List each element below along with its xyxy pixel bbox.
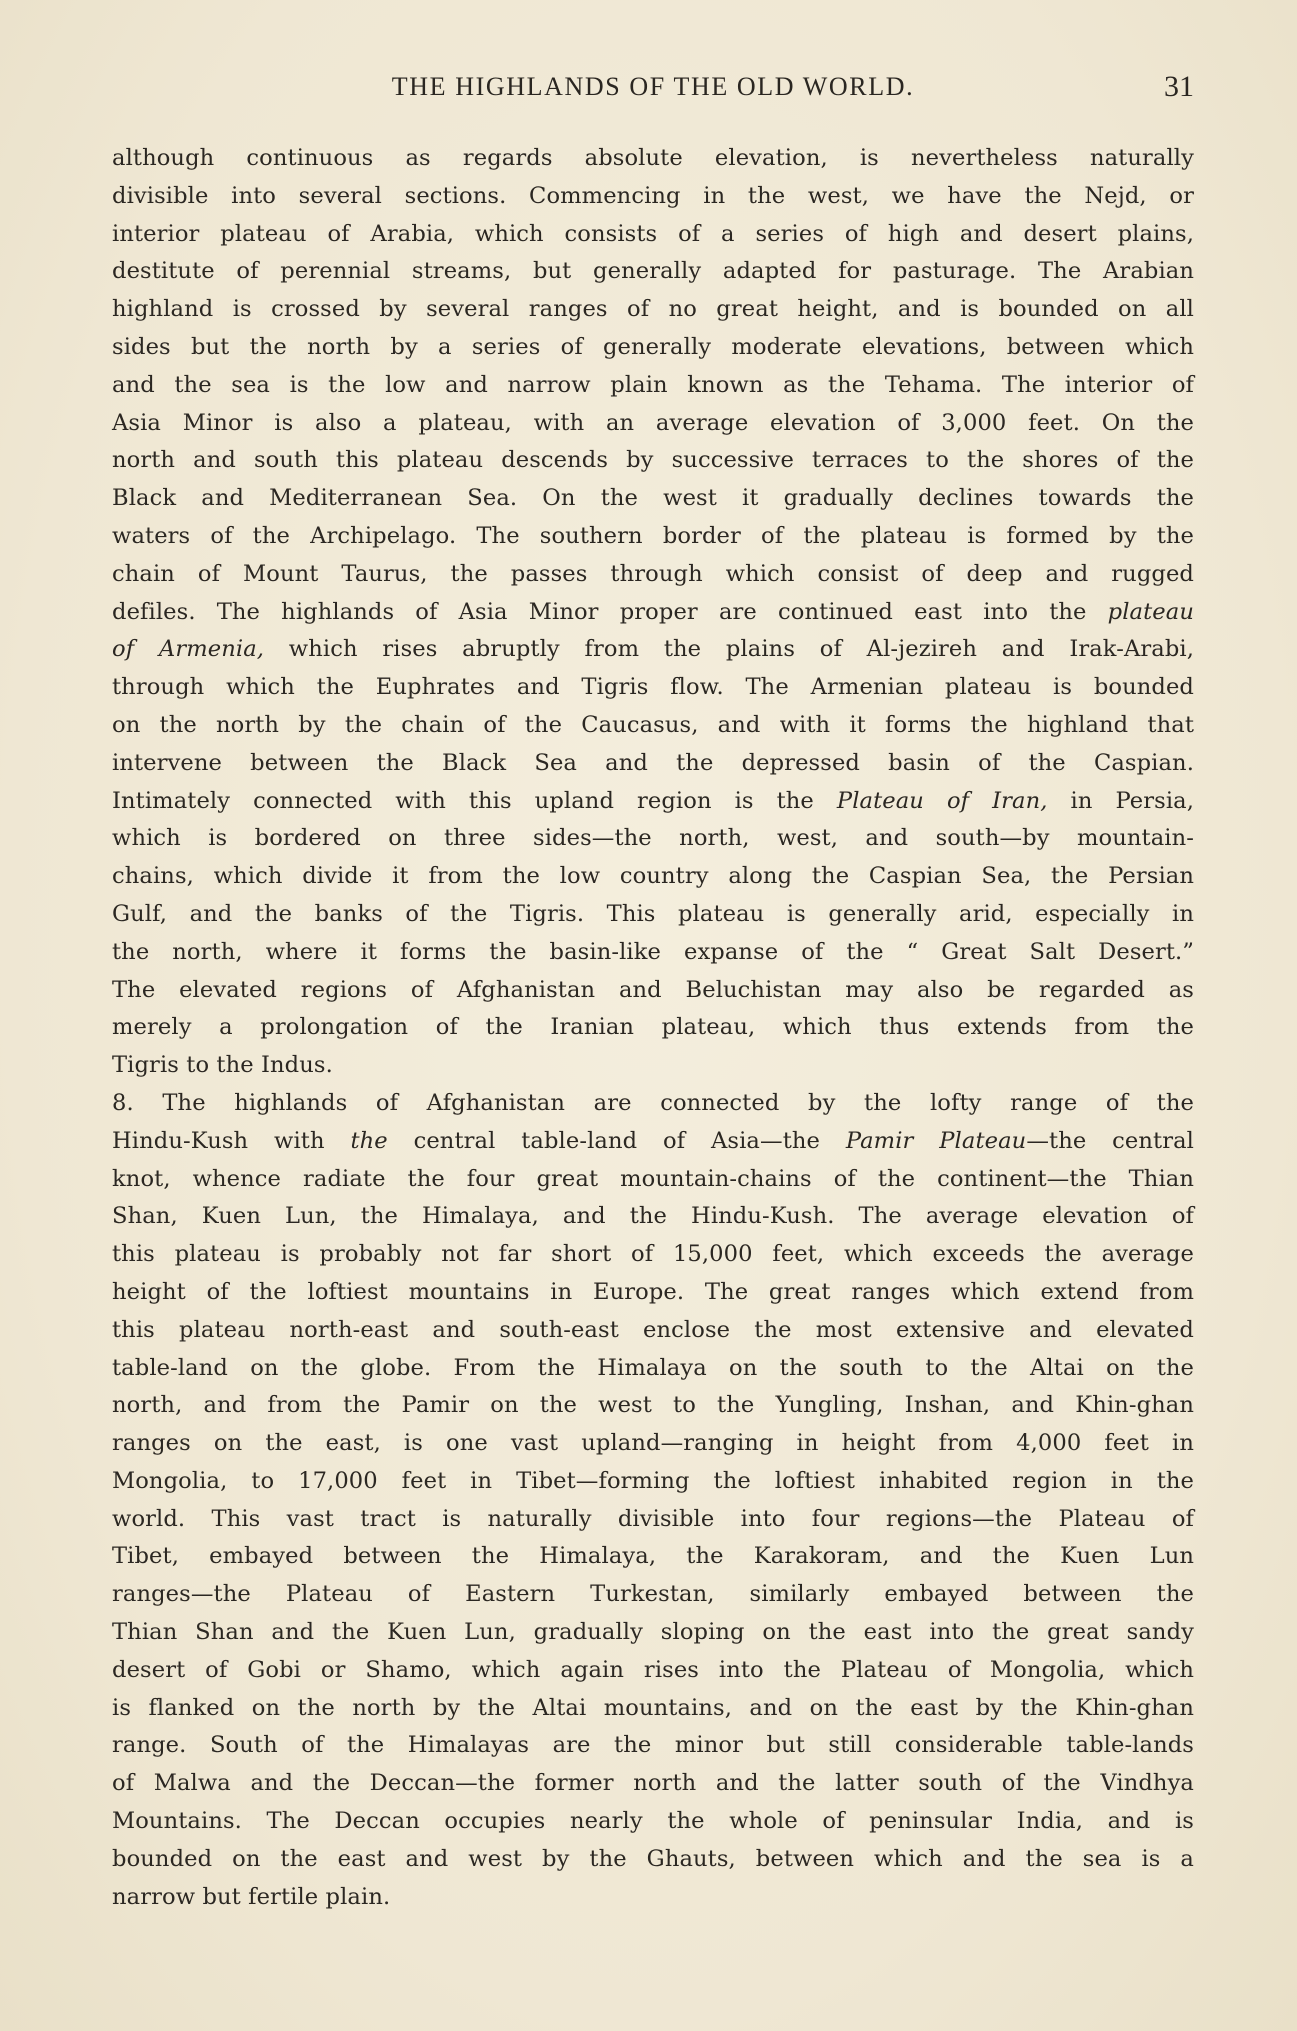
text-line — [112, 480, 1194, 518]
line-text: Mountains. The Deccan occupies nearly the whole of peninsular India, and is — [112, 1808, 1194, 1835]
line-text: divisible into several sections. Commencing in the west, we have the Nejd, or — [112, 182, 1194, 209]
body-text — [112, 140, 1194, 1916]
italic-text: plateau — [1107, 598, 1194, 625]
text-line — [112, 1312, 1194, 1350]
line-text: intervene between the Black Sea and the depressed basin of the Caspian. — [112, 749, 1194, 776]
line-text: Intimately connected with this upland region is the — [112, 787, 814, 814]
line-text: interior plateau of Arabia, which consists of a series of high and desert plains, — [112, 220, 1194, 247]
line-text: merely a prolongation of the Iranian plateau, which thus extends from the — [112, 1014, 1194, 1041]
line-text: central table-land of Asia—the — [387, 1127, 820, 1154]
text-line — [112, 707, 1194, 745]
line-text: of Malwa and the Deccan—the former north and the latter south of the Vindhya — [112, 1770, 1194, 1797]
text-line — [112, 896, 1194, 934]
text-line — [112, 518, 1194, 556]
text-line — [112, 594, 1194, 632]
line-text: ranges on the east, is one vast upland—ranging in height from 4,000 feet in — [112, 1430, 1194, 1457]
line-text: Shan, Kuen Lun, the Himalaya, and the Hindu-Kush. The average elevation of — [112, 1203, 1194, 1230]
line-text: through which the Euphrates and Tigris flow. The Armenian plateau is bounded — [112, 674, 1194, 701]
line-text: chain of Mount Taurus, the passes through which consist of deep and rugged — [112, 560, 1194, 587]
line-text: which rises abruptly from the plains of Al-jezireh and Irak-Arabi, — [264, 636, 1194, 663]
text-line — [112, 1652, 1194, 1690]
text-line — [112, 820, 1194, 858]
line-text: chains, which divide it from the low country along the Caspian Sea, the Persian — [112, 863, 1194, 890]
text-line — [112, 140, 1194, 178]
text-line — [112, 1538, 1194, 1576]
line-text: 8. The highlands of Afghanistan are connected by the lofty range of the — [112, 1089, 1194, 1116]
text-line — [112, 1765, 1194, 1803]
text-line — [112, 216, 1194, 254]
line-text: is flanked on the north by the Altai mountains, and on the east by the Khin-ghan — [112, 1694, 1194, 1721]
line-text: range. South of the Himalayas are the minor but still considerable table-lands — [112, 1732, 1194, 1759]
text-line — [112, 291, 1194, 329]
text-line — [112, 972, 1194, 1010]
line-text: north and south this plateau descends by successive terraces to the shores of the — [112, 447, 1194, 474]
text-line — [112, 1236, 1194, 1274]
text-line — [112, 1614, 1194, 1652]
text-line — [112, 442, 1194, 480]
text-line — [112, 1085, 1194, 1123]
line-text: Tigris to the Indus. — [112, 1052, 333, 1079]
text-line — [112, 1198, 1194, 1236]
text-line — [112, 367, 1194, 405]
text-line — [112, 405, 1194, 443]
line-text: Asia Minor is also a plateau, with an average elevation of 3,000 feet. On the — [112, 409, 1194, 436]
line-text: highland is crossed by several ranges of no great height, and is bounded on all — [112, 296, 1194, 323]
line-text: Gulf, and the banks of the Tigris. This plateau is generally arid, especially in — [112, 900, 1194, 927]
text-line — [112, 783, 1194, 821]
text-line — [112, 1387, 1194, 1425]
line-text: on the north by the chain of the Caucasus, and with it forms the highland that — [112, 711, 1194, 738]
text-line — [112, 1576, 1194, 1614]
line-text: this plateau north-east and south-east enclose the most extensive and elevated — [112, 1316, 1194, 1343]
line-text: in Persia, — [1047, 787, 1195, 814]
line-text: Hindu-Kush with — [112, 1127, 325, 1154]
text-line — [112, 1123, 1194, 1161]
text-line — [112, 1463, 1194, 1501]
text-line — [112, 858, 1194, 896]
text-line — [112, 1425, 1194, 1463]
line-text: Tibet, embayed between the Himalaya, the Karakoram, and the Kuen Lun — [112, 1543, 1194, 1570]
line-text: Mongolia, to 17,000 feet in Tibet—forming the loftiest inhabited region in the — [112, 1467, 1194, 1494]
line-text: although continuous as regards absolute elevation, is nevertheless naturally — [112, 145, 1194, 171]
text-line — [112, 745, 1194, 783]
text-line — [112, 1274, 1194, 1312]
line-text: table-land on the globe. From the Himalaya on the south to the Altai on the — [112, 1354, 1194, 1381]
line-text: waters of the Archipelago. The southern border of the plateau is formed by the — [112, 522, 1194, 549]
text-line — [112, 1009, 1194, 1047]
line-text: narrow but fertile plain. — [112, 1883, 391, 1910]
italic-text: Pamir Plateau — [845, 1127, 1027, 1154]
line-text: The elevated regions of Afghanistan and Beluchistan may also be regarded as — [112, 976, 1194, 1003]
running-title: THE HIGHLANDS OF THE OLD WORLD. — [391, 72, 915, 101]
text-line — [112, 669, 1194, 707]
text-line — [112, 934, 1194, 972]
line-text: —the central — [1026, 1127, 1194, 1154]
line-text: sides but the north by a series of generally moderate elevations, between which — [112, 333, 1194, 360]
line-text: knot, whence radiate the four great mountain-chains of the continent—the Thian — [112, 1165, 1194, 1192]
line-text: desert of Gobi or Shamo, which again rises into the Plateau of Mongolia, which — [112, 1656, 1194, 1683]
italic-text: the — [350, 1127, 388, 1154]
text-line — [112, 556, 1194, 594]
text-line — [112, 1727, 1194, 1765]
text-line — [112, 1161, 1194, 1199]
line-text: defiles. The highlands of Asia Minor proper are continued east into the — [112, 598, 1087, 625]
line-text: ranges—the Plateau of Eastern Turkestan, similarly embayed between the — [112, 1581, 1194, 1608]
text-line — [112, 178, 1194, 216]
text-line — [112, 1690, 1194, 1728]
line-text: and the sea is the low and narrow plain known as the Tehama. The interior of — [112, 371, 1194, 398]
line-text: north, and from the Pamir on the west to the Yungling, Inshan, and Khin-ghan — [112, 1392, 1194, 1419]
text-line — [112, 1841, 1194, 1879]
line-text: height of the loftiest mountains in Europe. The great ranges which extend from — [112, 1278, 1194, 1305]
text-line — [112, 1501, 1194, 1539]
running-head — [112, 72, 1194, 112]
text-line — [112, 631, 1194, 669]
text-line — [112, 1350, 1194, 1388]
line-text: bounded on the east and west by the Ghauts, between which and the sea is a — [112, 1845, 1194, 1872]
line-text: this plateau is probably not far short of 15,000 feet, which exceeds the average — [112, 1241, 1194, 1268]
text-line — [112, 329, 1194, 367]
text-line — [112, 1879, 1194, 1917]
italic-text: Plateau of Iran, — [836, 787, 1048, 814]
line-text: destitute of perennial streams, but generally adapted for pasturage. The Arabian — [112, 258, 1194, 285]
line-text: Black and Mediterranean Sea. On the west it gradually declines towards the — [112, 485, 1194, 512]
text-line — [112, 1047, 1194, 1085]
page-number: 31 — [1164, 70, 1194, 103]
text-line — [112, 1803, 1194, 1841]
line-text: world. This vast tract is naturally divisible into four regions—the Plateau of — [112, 1505, 1194, 1532]
line-text: which is bordered on three sides—the north, west, and south—by mountain- — [112, 825, 1194, 852]
text-line — [112, 253, 1194, 291]
line-text: Thian Shan and the Kuen Lun, gradually sloping on the east into the great sandy — [112, 1619, 1194, 1646]
line-text: the north, where it forms the basin-like expanse of the “ Great Salt Desert.” — [112, 938, 1194, 965]
italic-text: of Armenia, — [112, 636, 265, 663]
